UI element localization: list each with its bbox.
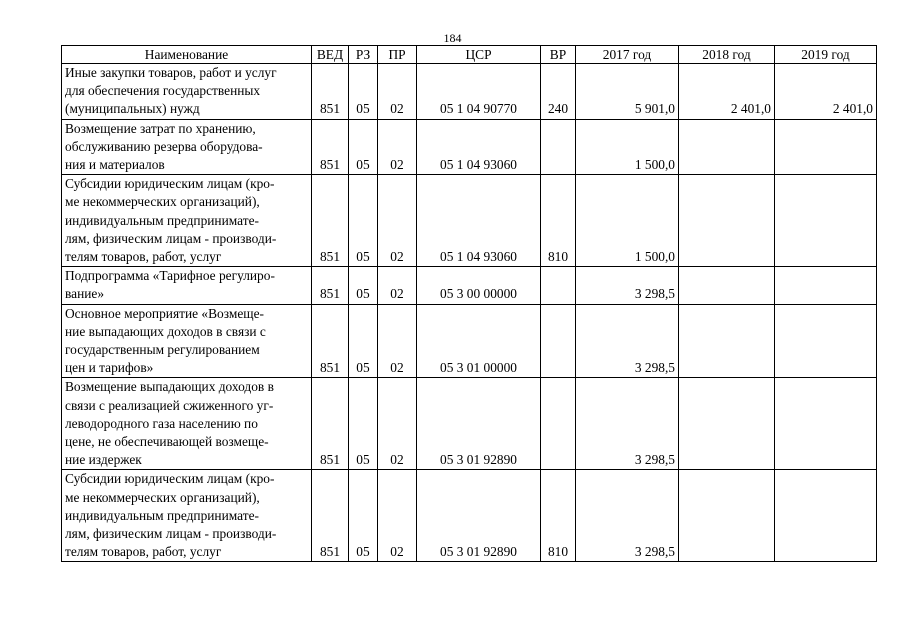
cell-name (62, 64, 312, 120)
cell-2017: 1 500,0 (576, 175, 679, 267)
name-line: индивидуальным предпринимате- (65, 212, 260, 228)
name-line: Иные закупки товаров, работ и услуг (65, 65, 277, 80)
cell-2017: 3 298,5 (576, 378, 679, 470)
cell-pr: 02 (378, 175, 417, 267)
name-line: ме некоммерческих организаций), (65, 194, 260, 210)
cell-ved: 851 (312, 267, 349, 304)
cell-ved: 851 (312, 304, 349, 378)
name-line: обслуживанию резерва оборудова- (65, 138, 263, 154)
cell-2019: 2 401,0 (775, 64, 877, 120)
cell-2018 (679, 119, 775, 175)
cell-csr: 05 3 01 00000 (417, 304, 541, 378)
name-line: Субсидии юридическим лицам (кро- (65, 176, 275, 192)
name-line: ме некоммерческих организаций), (65, 489, 260, 505)
cell-2019 (775, 378, 877, 470)
cell-vr: 810 (541, 175, 576, 267)
cell-2018 (679, 304, 775, 378)
table-body (62, 64, 877, 562)
cell-2018 (679, 267, 775, 304)
cell-2019 (775, 470, 877, 562)
cell-csr: 05 1 04 90770 (417, 64, 541, 120)
name-line: леводородного газа населению по (65, 415, 258, 431)
name-line: ния и материалов (65, 157, 165, 173)
cell-rz: 05 (349, 175, 378, 267)
cell-rz: 05 (349, 470, 378, 562)
cell-2017: 5 901,0 (576, 64, 679, 120)
cell-pr: 02 (378, 267, 417, 304)
cell-vr: 240 (541, 64, 576, 120)
cell-2018 (679, 470, 775, 562)
header-2018: 2018 год (679, 46, 775, 64)
name-line: (муниципальных) нужд (65, 101, 200, 117)
name-line: индивидуальным предпринимате- (65, 507, 260, 523)
name-line: Возмещение выпадающих доходов в (65, 379, 274, 395)
cell-ved: 851 (312, 175, 349, 267)
cell-vr (541, 378, 576, 470)
name-line: цене, не обеспечивающей возмеще- (65, 434, 269, 450)
cell-2017: 3 298,5 (576, 304, 679, 378)
table-row (62, 470, 877, 562)
cell-ved: 851 (312, 378, 349, 470)
cell-2018 (679, 378, 775, 470)
cell-pr: 02 (378, 304, 417, 378)
name-line: государственным регулированием (65, 342, 260, 358)
name-line: цен и тарифов» (65, 360, 154, 376)
cell-rz: 05 (349, 378, 378, 470)
table-row (62, 64, 877, 120)
name-line: Возмещение затрат по хранению, (65, 120, 256, 136)
cell-ved: 851 (312, 470, 349, 562)
cell-2018: 2 401,0 (679, 64, 775, 120)
cell-ved: 851 (312, 119, 349, 175)
cell-csr: 05 1 04 93060 (417, 119, 541, 175)
cell-rz: 05 (349, 304, 378, 378)
table-row (62, 304, 877, 378)
cell-2019 (775, 119, 877, 175)
name-line: лям, физическим лицам - производи- (65, 526, 277, 542)
header-2019: 2019 год (775, 46, 877, 64)
cell-2017: 3 298,5 (576, 267, 679, 304)
cell-pr: 02 (378, 378, 417, 470)
cell-rz: 05 (349, 119, 378, 175)
cell-ved: 851 (312, 64, 349, 120)
header-ved: ВЕД (312, 46, 349, 64)
cell-pr: 02 (378, 64, 417, 120)
table-row (62, 175, 877, 267)
name-line: для обеспечения государственных (65, 83, 261, 99)
name-line: вание» (65, 286, 105, 302)
name-line: лям, физическим лицам - производи- (65, 230, 277, 246)
cell-csr: 05 3 01 92890 (417, 470, 541, 562)
cell-name (62, 119, 312, 175)
name-line: Субсидии юридическим лицам (кро- (65, 471, 275, 487)
cell-2019 (775, 304, 877, 378)
cell-csr: 05 3 01 92890 (417, 378, 541, 470)
cell-pr: 02 (378, 119, 417, 175)
cell-2017: 3 298,5 (576, 470, 679, 562)
cell-vr (541, 304, 576, 378)
name-line: Основное мероприятие «Возмеще- (65, 305, 264, 321)
name-line: ние издержек (65, 452, 142, 468)
cell-name (62, 267, 312, 304)
page-number: 184 (443, 31, 462, 45)
table-row (62, 267, 877, 304)
header-pr: ПР (378, 46, 417, 64)
cell-2019 (775, 175, 877, 267)
cell-name (62, 175, 312, 267)
cell-name (62, 378, 312, 470)
header-csr: ЦСР (417, 46, 541, 64)
cell-rz: 05 (349, 267, 378, 304)
header-2017: 2017 год (576, 46, 679, 64)
cell-2019 (775, 267, 877, 304)
cell-2018 (679, 175, 775, 267)
cell-vr (541, 119, 576, 175)
name-line: Подпрограмма «Тарифное регулиро- (65, 268, 275, 284)
cell-name (62, 470, 312, 562)
cell-name (62, 304, 312, 378)
header-rz: РЗ (349, 46, 378, 64)
name-line: ние выпадающих доходов в связи с (65, 323, 266, 339)
cell-pr: 02 (378, 470, 417, 562)
cell-csr: 05 1 04 93060 (417, 175, 541, 267)
cell-vr (541, 267, 576, 304)
budget-table (61, 45, 877, 562)
cell-csr: 05 3 00 00000 (417, 267, 541, 304)
header-name: Наименование (62, 46, 312, 64)
table-row (62, 378, 877, 470)
header-vr: ВР (541, 46, 576, 64)
name-line: телям товаров, работ, услуг (65, 544, 222, 560)
cell-2017: 1 500,0 (576, 119, 679, 175)
name-line: телям товаров, работ, услуг (65, 249, 222, 265)
table-header-row (62, 46, 877, 64)
cell-vr: 810 (541, 470, 576, 562)
table-row (62, 119, 877, 175)
name-line: связи с реализацией сжиженного уг- (65, 397, 274, 413)
cell-rz: 05 (349, 64, 378, 120)
